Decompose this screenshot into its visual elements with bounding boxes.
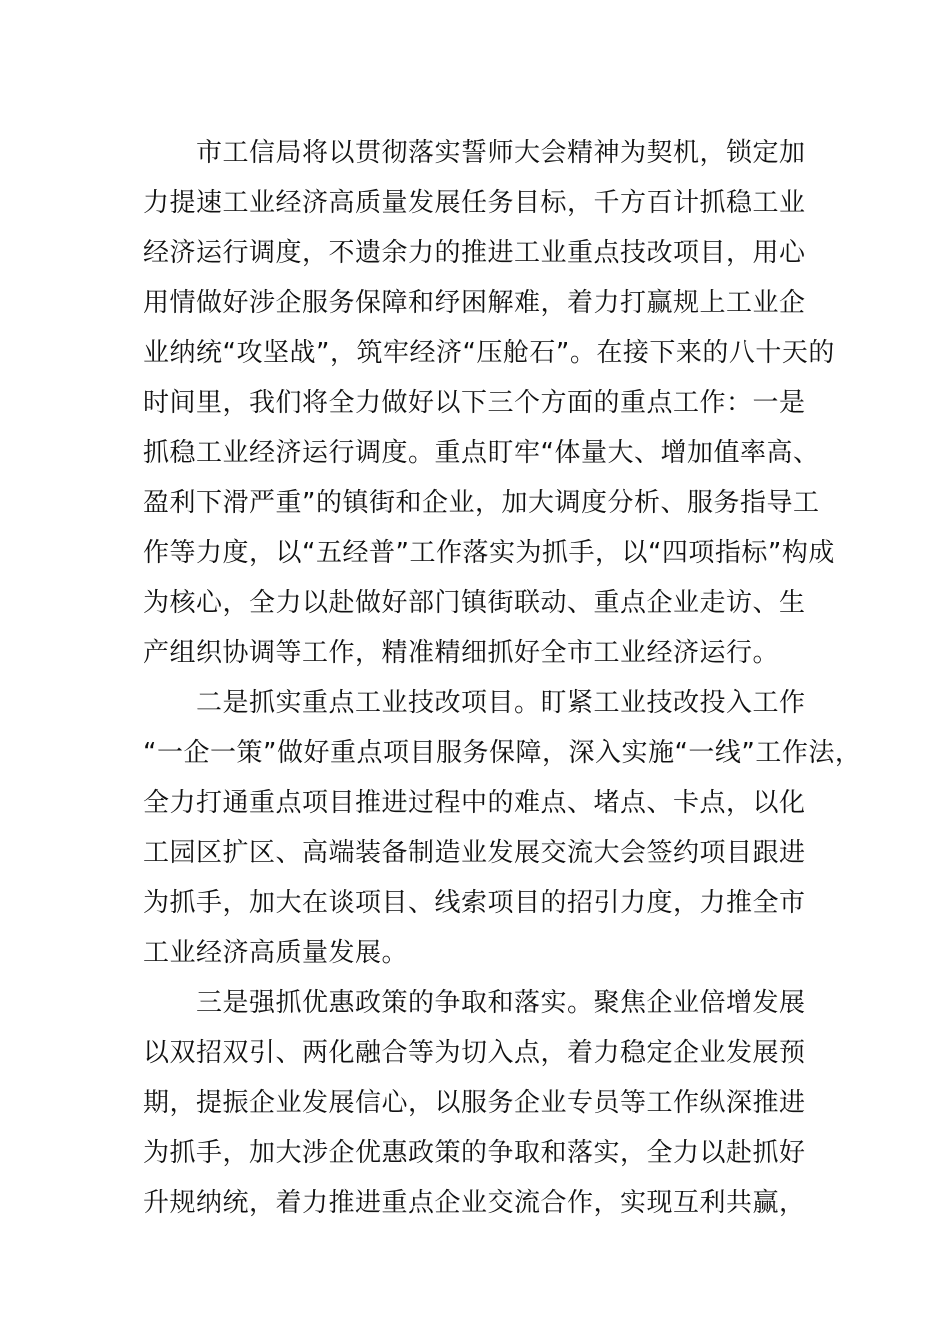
- paragraph-line: 工园区扩区、高端装备制造业发展交流大会签约项目跟进: [143, 838, 806, 868]
- paragraph-line: 力提速工业经济高质量发展任务目标，千方百计抓稳工业: [143, 188, 806, 218]
- paragraph-line: 经济运行调度，不遗余力的推进工业重点技改项目，用心: [143, 238, 806, 268]
- paragraph-line: 为核心，全力以赴做好部门镇街联动、重点企业走访、生: [143, 588, 806, 618]
- paragraph-line: 盈利下滑严重”的镇街和企业，加大调度分析、服务指导工: [143, 488, 820, 518]
- paragraph-line: 为抓手，加大在谈项目、线索项目的招引力度，力推全市: [143, 888, 806, 918]
- paragraph-line: 为抓手，加大涉企优惠政策的争取和落实，全力以赴抓好: [143, 1138, 806, 1168]
- paragraph-line: 期，提振企业发展信心，以服务企业专员等工作纵深推进: [143, 1088, 806, 1118]
- paragraph-line: “一企一策”做好重点项目服务保障，深入实施“一线”工作法，: [143, 738, 862, 768]
- document-body: [143, 128, 862, 1228]
- paragraph-3: [143, 978, 823, 1228]
- paragraph-line: 全力打通重点项目推进过程中的难点、堵点、卡点，以化: [143, 788, 806, 818]
- paragraph-line: 抓稳工业经济运行调度。重点盯牢“体量大、增加值率高、: [143, 438, 820, 468]
- paragraph-line: 以双招双引、两化融合等为切入点，着力稳定企业发展预: [143, 1038, 806, 1068]
- paragraph-line: 时间里，我们将全力做好以下三个方面的重点工作：一是: [143, 388, 806, 418]
- paragraph-line: 工业经济高质量发展。: [143, 938, 409, 968]
- paragraph-line: 用情做好涉企服务保障和纾困解难，着力打赢规上工业企: [143, 288, 806, 318]
- paragraph-line: 三是强抓优惠政策的争取和落实。聚焦企业倍增发展: [196, 988, 806, 1018]
- paragraph-line: 业纳统“攻坚战”，筑牢经济“压舱石”。在接下来的八十天的: [143, 338, 835, 368]
- paragraph-2: [143, 678, 862, 978]
- paragraph-line: 升规纳统，着力推进重点企业交流合作，实现互利共赢，: [143, 1188, 806, 1218]
- paragraph-line: 市工信局将以贯彻落实誓师大会精神为契机，锁定加: [196, 138, 806, 168]
- paragraph-line: 二是抓实重点工业技改项目。盯紧工业技改投入工作: [196, 688, 806, 718]
- paragraph-line: 产组织协调等工作，精准精细抓好全市工业经济运行。: [143, 638, 780, 668]
- paragraph-1: [143, 128, 835, 678]
- paragraph-line: 作等力度，以“五经普”工作落实为抓手，以“四项指标”构成: [143, 538, 835, 568]
